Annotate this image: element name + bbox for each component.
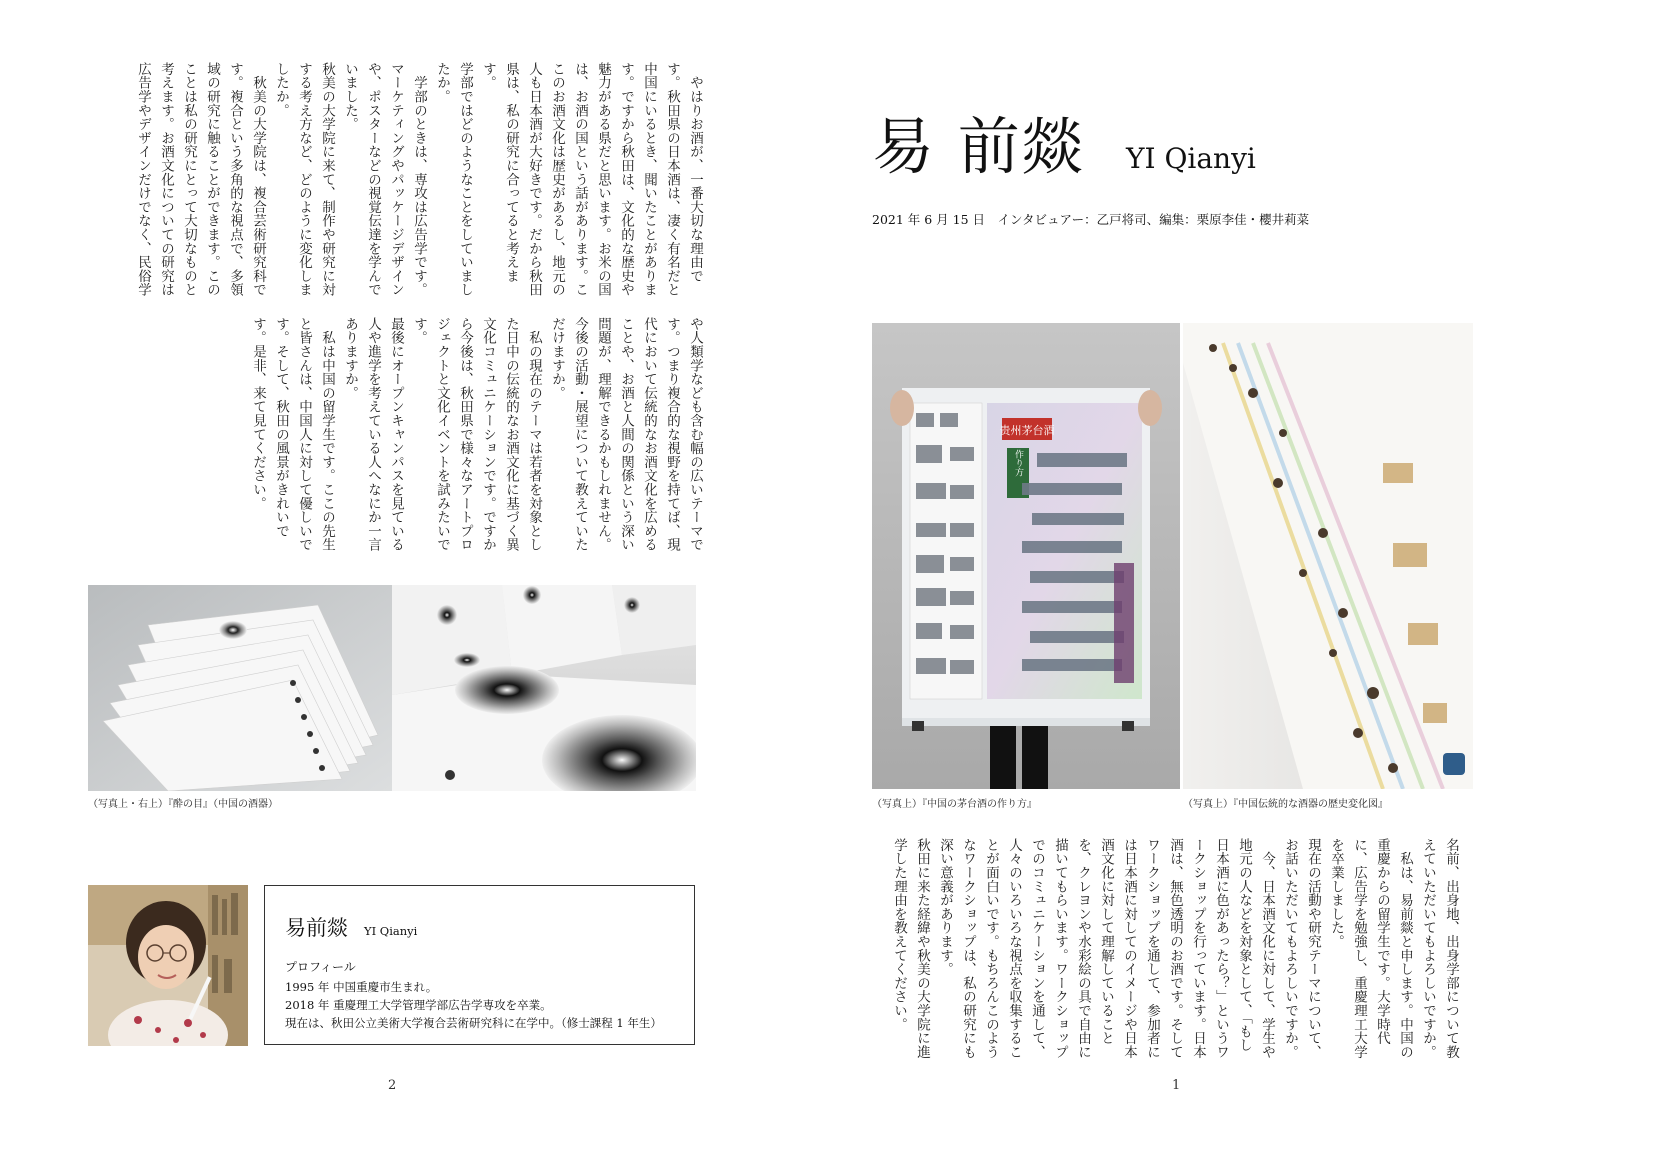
right-photo-caption-left: （写真上）『中国の茅台酒の作り方』: [872, 799, 1037, 810]
photo-sake-cups-table: [392, 585, 696, 791]
interview-meta: 2021 年 6 月 15 日 インタビュアー：乙戸将司、編集：栗原李佳・櫻井莉菜: [872, 212, 1310, 227]
right-photo-caption-right: （写真上）『中国伝統的な酒器の歴史変化図』: [1183, 799, 1388, 810]
profile-box: [264, 885, 695, 1045]
left-lower-body-text: や人類学なども含む幅の広いテーマです。つまり複合的な視野を持てば、現代において伝統的なお酒文化を広めることや、お酒と人間の関係という深い問題が、理解できるかもしれません。 今後の活動・展望について教えていただけますか。 私の現在のテーマは若者を対象とした日中の伝統的なお酒文化に基づく異文化コミュニケーションです。ですから今後は、秋田県で様々なアートプロジェクトと文化イベントを試みたいです。 最後にオープンキャンパスを見ている人や進学を考えている人へなにか一言ありますか。 私は中国の留学生です。ここの先生と皆さんは、中国人に対して優しいです。そして、秋田の風景がきれいです。是非、来て見てください。: [250, 317, 703, 552]
profile-line-2: 2018 年 重慶理工大学管理学部広告学専攻を卒業。: [285, 998, 552, 1012]
profile-heading: プロフィール: [285, 960, 356, 974]
profile-name-en: YI Qianyi: [364, 924, 418, 938]
profile-photo: [88, 885, 248, 1046]
page-title-en: YI Qianyi: [1126, 142, 1256, 175]
profile-line-3: 現在は、秋田公立美術大学複合芸術研究科に在学中。（修士課程 1 年生）: [285, 1016, 662, 1030]
left-photo-caption: （写真上・右上）『酔の目』（中国の酒器）: [88, 799, 278, 810]
photo-sake-cups-fan: [88, 585, 392, 791]
photo-maotai-poster: [872, 323, 1180, 789]
right-body-text: 名前、出身地、出身学部について教えていただいてもよろしいですか。 私は、易前燚と申します。中国の重慶からの留学生です。大学時代に、広告学を勉強し、重慶理工大学を卒業しました。 現在の活動や研究テーマについて、お話いただいてもよろしいですか。 今、日本酒文化に対して、学生や地元の人などを対象として、「もし日本酒に色があったら？」というワークショップを行っています。日本酒は、無色透明のお酒です。そしてワークショップを通して、参加者には日本酒に対してのイメージや日本酒文化に対して理解していることを、クレヨンや水彩絵の具で自由に描いてもらいます。ワークショップでのコミュニケーションを通して、人々のいろいろな視点を収集することが面白いです。もちろんこのようなワークショップは、私の研究にも深い意義があります。 秋田に来た経緯や秋美の大学院に進学した理由を教えてください。: [891, 838, 1459, 1059]
photo-history-chart: [1183, 323, 1481, 789]
right-page-number: 1: [1172, 1078, 1181, 1093]
profile-line-1: 1995 年 中国重慶市生まれ。: [285, 980, 438, 994]
poster-label-1: 贵州茅台酒: [999, 424, 1055, 437]
left-upper-body-text: やはりお酒が、一番大切な理由です。秋田県の日本酒は、凄く有名だと中国にいるとき、聞いたことがあります。ですから秋田は、文化的な歴史や魅力がある県だと思います。お米の国は、お酒の国という話があります。ここのお酒文化は歴史があるし、地元の人も日本酒が大好きです。だから秋田県は、私の研究に合ってると考えます。 学部ではどのようなことをしていましたか。 学部のときは、専攻は広告学です。マーケティングやパッケージデザインや、ポスターなどの視覚伝達を学んでいました。 秋美の大学院に来て、制作や研究に対する考え方など、どのように変化しましたか。 秋美の大学院は、複合芸術研究科です。複合という多角的な視点で、多領域の研究に触ることができます。このことは私の研究にとって大切なものと考えます。お酒文化についての研究は広告学やデザインだけでなく、民俗学: [135, 62, 703, 297]
poster-label-2: 作り方: [1013, 449, 1023, 477]
left-page-number: 2: [388, 1078, 397, 1093]
page-title-jp: 易 前燚: [872, 110, 1086, 183]
profile-name-jp: 易前燚: [285, 916, 348, 940]
